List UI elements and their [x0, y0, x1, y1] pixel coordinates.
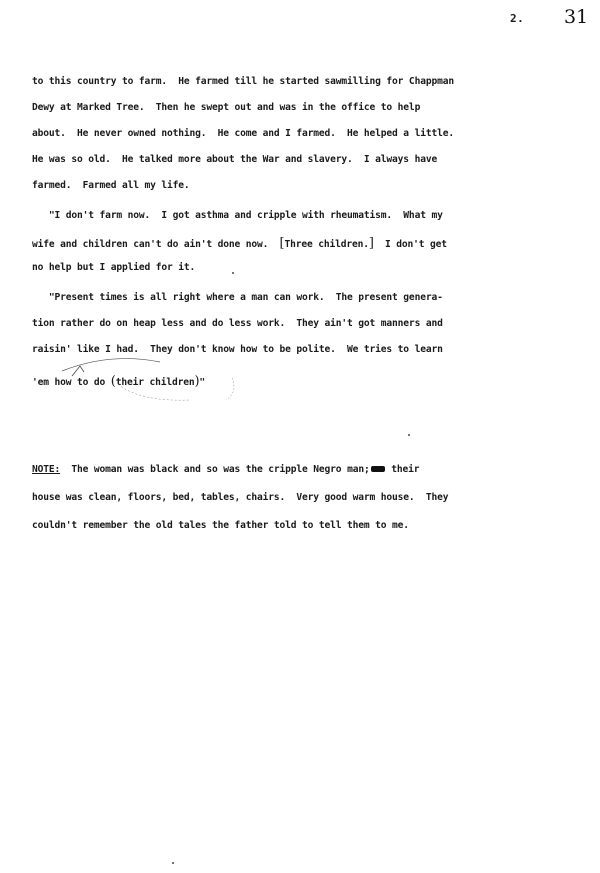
text-span: The woman was black and so was the cripple Negro man; [60, 464, 370, 475]
text-line: to this country to farm. He farmed till he started sawmilling for Chappman [32, 76, 454, 87]
bracket-close: ) [194, 374, 200, 389]
text-line: no help but I applied for it. [32, 262, 196, 273]
text-line [32, 374, 205, 389]
bracket-open: [ [279, 236, 285, 251]
text-line: He was so old. He talked more about the War and slavery. I always have [32, 154, 438, 165]
bracket-close: ] [368, 236, 374, 251]
pencil-arc-mark [62, 359, 160, 371]
text-line: tion rather do on heap less and do less work. They ain't got manners and [32, 318, 443, 329]
bracketed-insertion: Three children. [284, 239, 369, 250]
text-line: "Present times is all right where a man can work. The present genera- [32, 292, 443, 303]
text-line: farmed. Farmed all my life. [32, 180, 190, 191]
archive-stamp-number: 31 [564, 6, 589, 28]
text-span: 'em how to do [32, 377, 111, 388]
text-line: raisin' like I had. They don't know how to be polite. We tries to learn [32, 344, 443, 355]
bracketed-insertion: their children [115, 377, 195, 388]
text-line [32, 236, 447, 251]
text-line: "I don't farm now. I got asthma and cripple with rheumatism. What my [32, 210, 443, 221]
text-line: about. He never owned nothing. He come and I farmed. He helped a little. [32, 128, 454, 139]
stray-mark [232, 272, 234, 274]
note-line: couldn't remember the old tales the father told to tell them to me. [32, 520, 409, 531]
page-number: 2. [510, 12, 525, 25]
note-line [32, 464, 419, 475]
note-label: NOTE: [32, 464, 61, 475]
text-span: their [385, 464, 420, 475]
bracket-open: ( [110, 374, 116, 389]
text-span: wife and children can't do ain't done now. [32, 239, 280, 250]
note-line: house was clean, floors, bed, tables, chairs. Very good warm house. They [32, 492, 449, 503]
ink-blot-mark [371, 466, 385, 472]
stray-mark [408, 434, 410, 436]
pencil-stroke-mark [226, 378, 234, 400]
text-line: Dewy at Marked Tree. Then he swept out and was in the office to help [32, 102, 421, 113]
text-span: " [199, 377, 206, 388]
stray-mark [172, 862, 174, 864]
text-span: I don't get [373, 239, 447, 250]
